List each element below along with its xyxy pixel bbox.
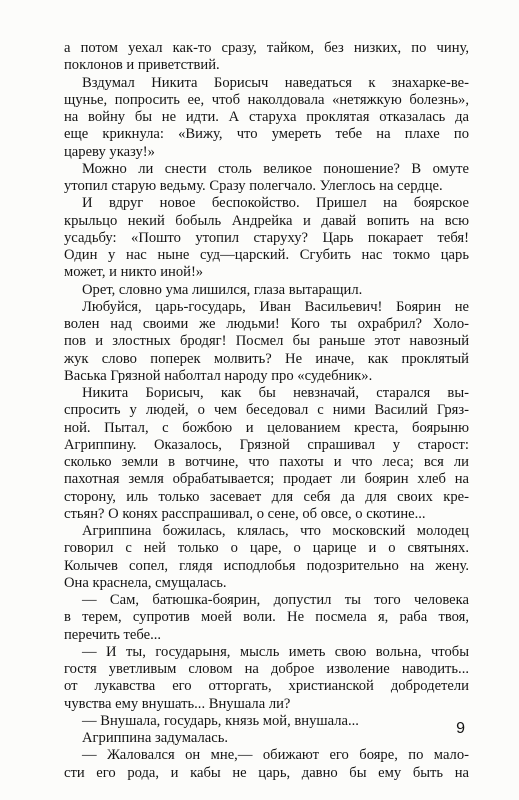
text-line: жук слово поперек молвить? Не иначе, как проклятый xyxy=(64,350,469,367)
text-line: Один у нас ныне суд—царский. Сгубить нас токмо царь xyxy=(64,247,469,263)
text-line: пахотная земля обрабатывается; продает ли боярин хлеб на xyxy=(64,471,469,488)
text-line: гостя уветливым словом на доброе изволение наводить... xyxy=(64,661,469,677)
text-line: крыльцо некий бобыль Андрейка и давай вопить на всю xyxy=(64,212,469,229)
text-line: щунье, попросить ее, чтоб наколдовала «нетяжкую болезнь», xyxy=(64,91,469,108)
text-line: Можно ли снести столь великое поношение? В омуте xyxy=(82,160,469,177)
text-line: сти его рода, и кабы не царь, давно бы ему быть на xyxy=(64,764,469,781)
text-line: на войну бы не идти. А старуха проклятая отказалась да xyxy=(64,109,469,125)
text-line: говорил с ней только о царе, о царице и о святынях. xyxy=(64,540,469,557)
text-line: Агриппина задумалась. xyxy=(82,730,229,746)
text-line: усадьбу: «Пошто утопил старуху? Царь покарает тебя! xyxy=(64,229,469,246)
text-line: чувства ему внушать... Внушала ли? xyxy=(64,695,291,712)
text-line: поклонов и приветствий. xyxy=(64,57,220,74)
text-line: Агриппина божилась, клялась, что московский молодец xyxy=(82,523,469,539)
text-line: пов и злостных бродяг! Посмел бы раньше этот навозный xyxy=(64,333,469,350)
text-line: — И ты, государыня, мысль иметь свою вольна, чтобы xyxy=(82,643,469,660)
page-number: 9 xyxy=(456,720,465,737)
text-line: в терем, супротив моей воли. Не посмела я, раба твоя, xyxy=(64,609,469,626)
text-line: может, и никто иной!» xyxy=(64,264,204,281)
text-line: — Сам, батюшка-боярин, допустил ты того человека xyxy=(82,592,469,608)
text-line: перечить тебе... xyxy=(64,626,162,643)
text-line: сторону, иль только засевает для себя да для своих кре- xyxy=(64,488,469,505)
text-line: Она краснела, смущалась. xyxy=(64,574,227,591)
text-line: Орет, словно ума лишился, глаза вытаращил. xyxy=(82,281,363,298)
text-line: сколько земли в вотчине, что пахоты и что леса; вся ли xyxy=(64,454,469,470)
text-line: Никита Борисыч, как бы невзначай, старался вы- xyxy=(82,385,469,401)
text-line: И вдруг новое беспокойство. Пришел на боярское xyxy=(82,195,469,212)
text-line: утопил старую ведьму. Сразу полегчало. Улеглось на сердце. xyxy=(64,178,443,194)
page-text xyxy=(64,40,469,782)
text-line: ной. Пытал, с божбою и целованием креста, боярыню xyxy=(64,419,469,436)
text-line: — Внушала, государь, князь мой, внушала... xyxy=(82,712,359,729)
text-line: волен над своими же людьми! Кого ты охрабрил? Холо- xyxy=(64,316,469,332)
text-line: от лукавства его отторгать, христианской добродетели xyxy=(64,678,469,695)
text-line: спросить у людей, о чем беседовал с ними Василий Гряз- xyxy=(64,402,469,419)
text-line: Агриппину. Оказалось, Грязной спрашивал у старост: xyxy=(64,436,469,453)
text-line: стьян? О конях расспрашивал, о сене, об овсе, о скотине... xyxy=(64,505,426,522)
text-line: цареву указу!» xyxy=(64,143,155,160)
text-line: еще крикнула: «Вижу, что умереть тебе на плахе по xyxy=(64,126,469,143)
text-line: Колычев сопел, глядя исподлобья подозрительно на жену. xyxy=(64,557,469,574)
text-line: а потом уехал как-то сразу, тайком, без низких, по чину, xyxy=(64,40,469,56)
text-line: — Жаловался он мне,— обижают его бояре, по мало- xyxy=(82,747,469,764)
text-line: Любуйся, царь-государь, Иван Васильевич! Боярин не xyxy=(82,298,469,315)
text-line: Вздумал Никита Борисыч наведаться к знахарке-ве- xyxy=(82,74,469,91)
text-line: Васька Грязной наболтал народу про «судебник». xyxy=(64,367,373,384)
